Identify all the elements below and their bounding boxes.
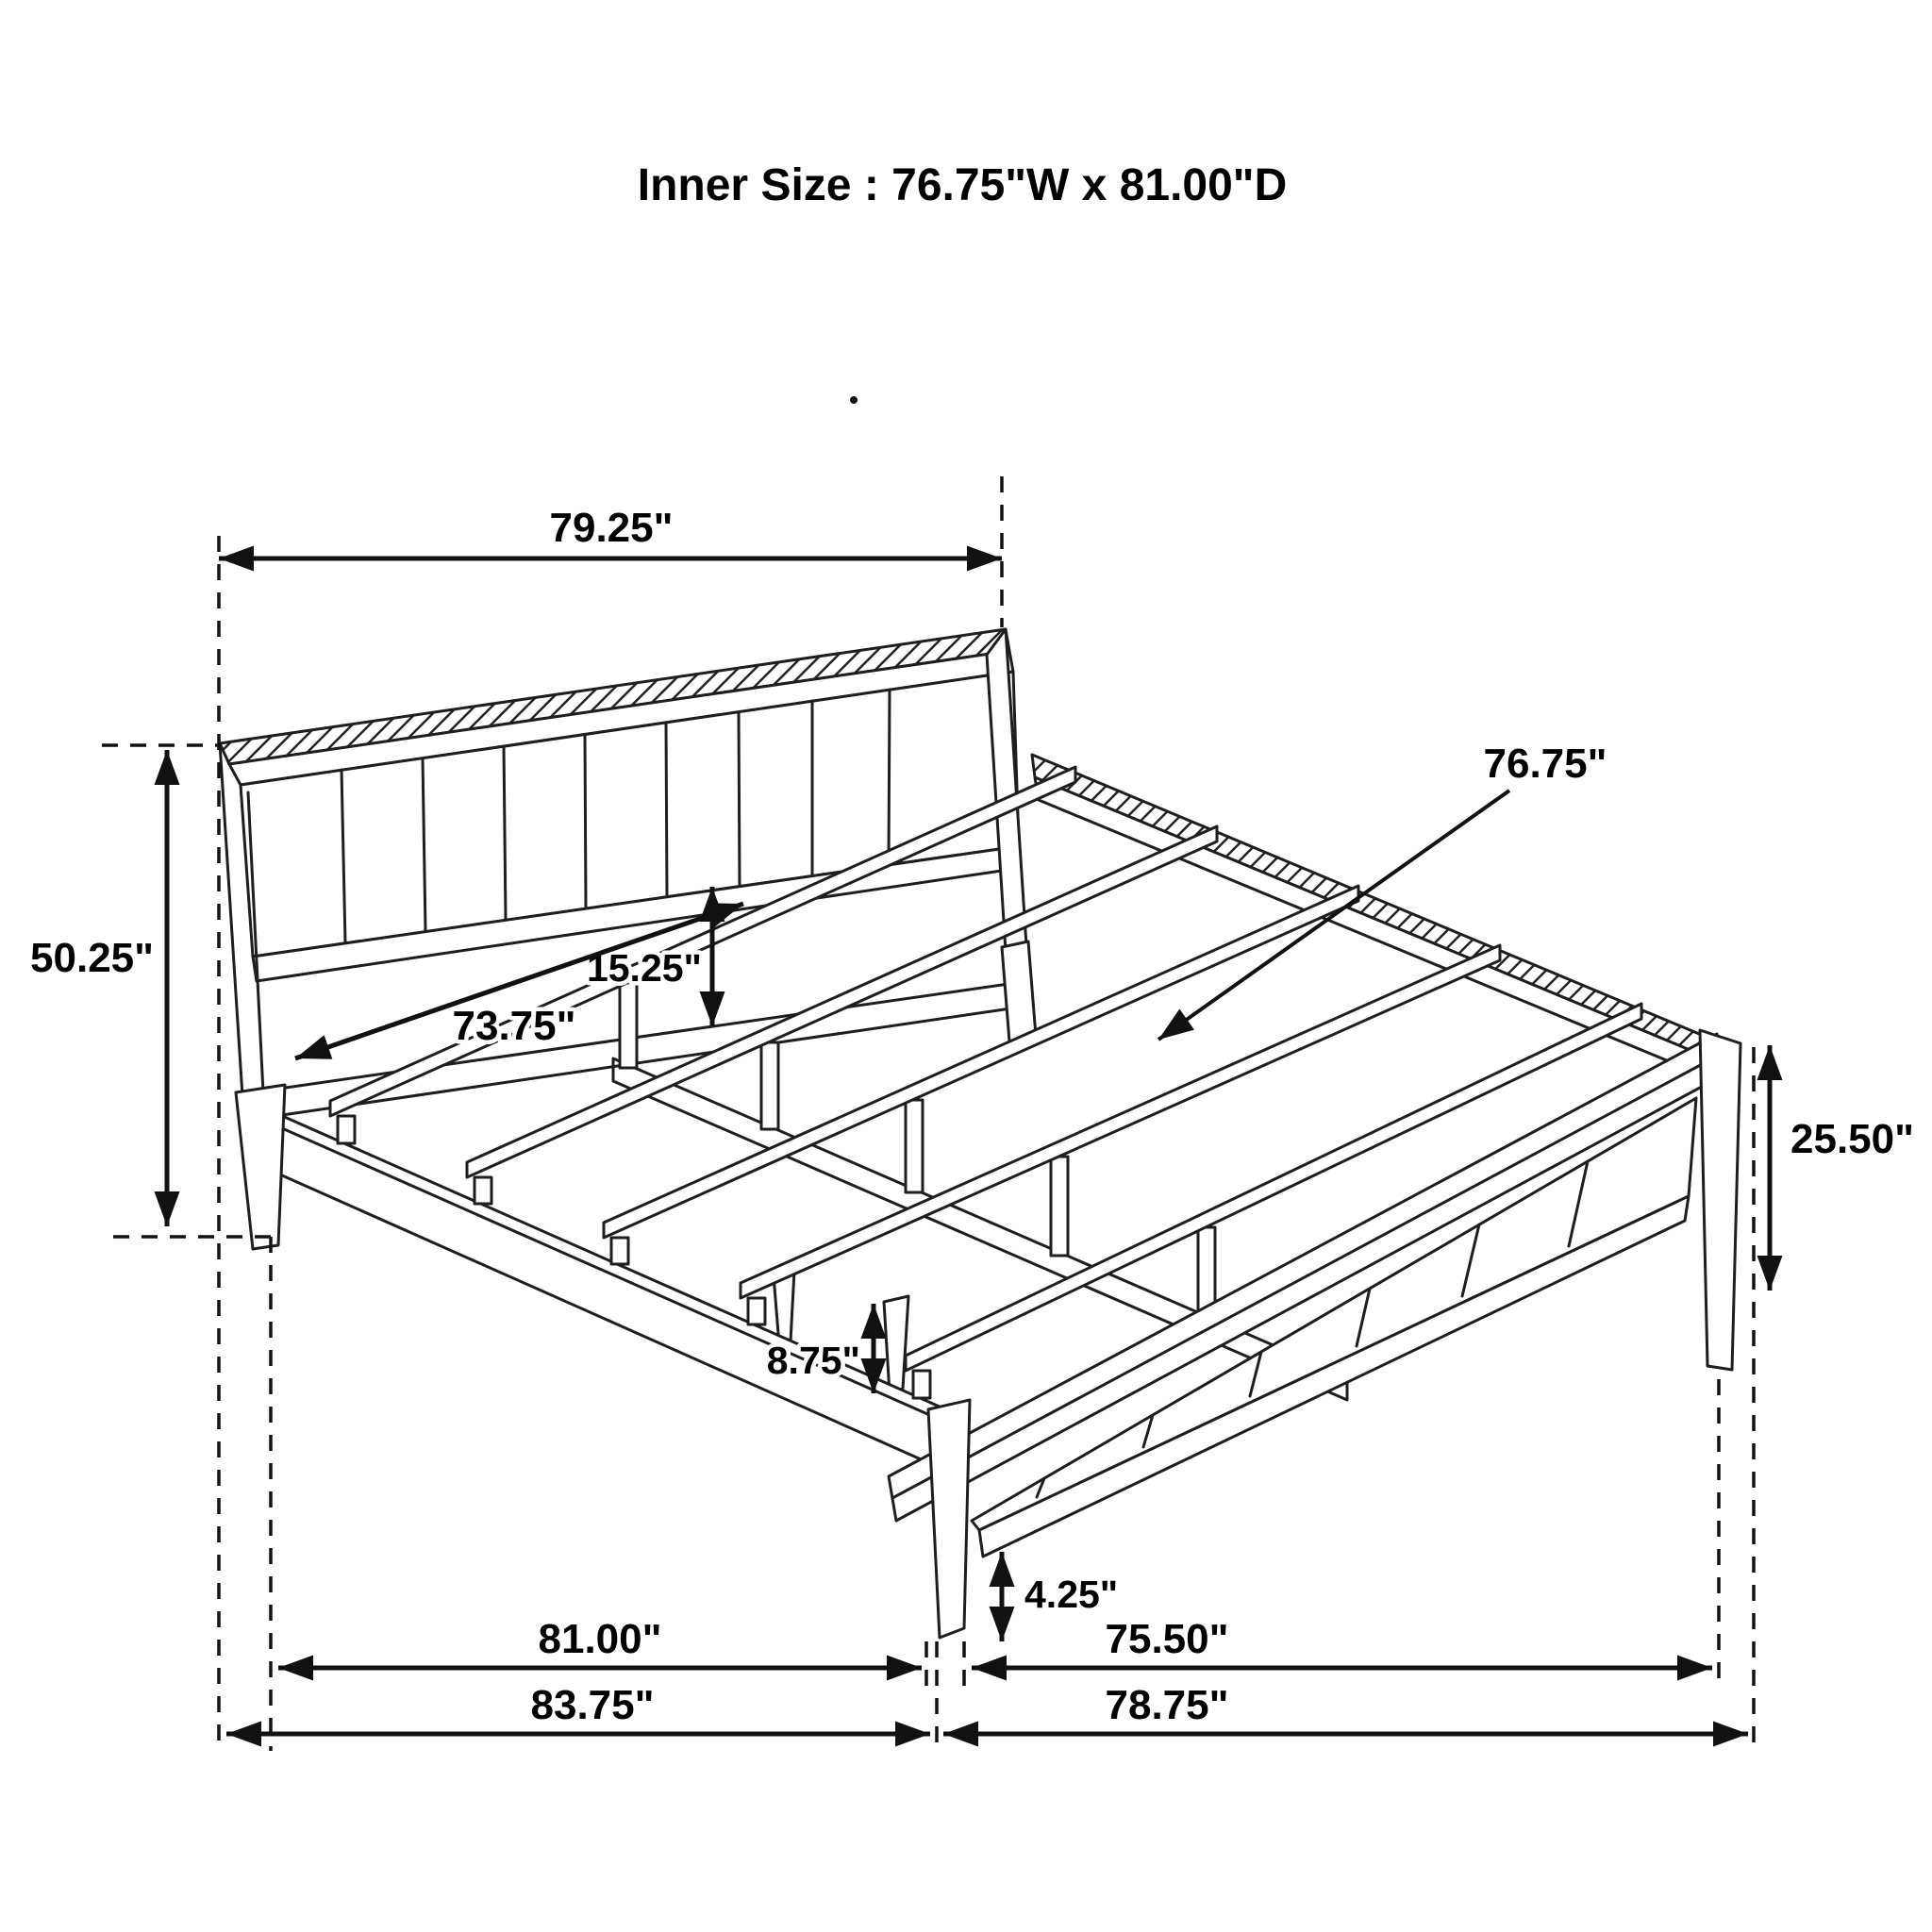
- dim-footboard-inner-length: [972, 1616, 1712, 1681]
- dim-label-rail-inner-length: 81.00": [538, 1616, 662, 1662]
- dim-overall-length-left: [226, 1682, 930, 1747]
- footboard-left-leg: [928, 1400, 970, 1638]
- dim-footboard-height: [1757, 1045, 1914, 1291]
- dim-label-footboard-height: 25.50": [1790, 1116, 1914, 1162]
- dim-headboard-height: [30, 750, 179, 1226]
- dim-label-footboard-leg-clearance: 4.25": [1024, 1573, 1119, 1616]
- print-dot: [850, 396, 858, 404]
- dim-label-headboard-inner-width: 73.75": [452, 1003, 576, 1049]
- footboard-right-leg: [1700, 1030, 1740, 1370]
- page-title: Inner Size : 76.75"W x 81.00"D: [637, 160, 1288, 210]
- dim-rail-inner-length: [278, 1616, 922, 1681]
- dim-label-headboard-height: 50.25": [30, 935, 154, 981]
- footboard: [889, 1030, 1740, 1638]
- dim-overall-length-right: [943, 1682, 1748, 1747]
- headboard-left-leg: [236, 1085, 285, 1249]
- dim-label-slat-support-leg-height: 8.75": [766, 1339, 860, 1382]
- front-side-rail: [272, 1111, 944, 1470]
- dim-headboard-width: [219, 505, 1002, 572]
- dim-label-footboard-inner-length: 75.50": [1105, 1616, 1229, 1662]
- dim-label-overall-length-left: 83.75": [530, 1682, 655, 1728]
- dim-footboard-leg-clearance: [990, 1552, 1119, 1641]
- dim-label-panel-to-rail-gap: 15.25": [586, 946, 702, 990]
- dim-label-headboard-width: 79.25": [549, 505, 674, 551]
- dim-label-overall-length-right: 78.75": [1105, 1682, 1229, 1728]
- dim-label-slat-length: 76.75": [1483, 741, 1607, 787]
